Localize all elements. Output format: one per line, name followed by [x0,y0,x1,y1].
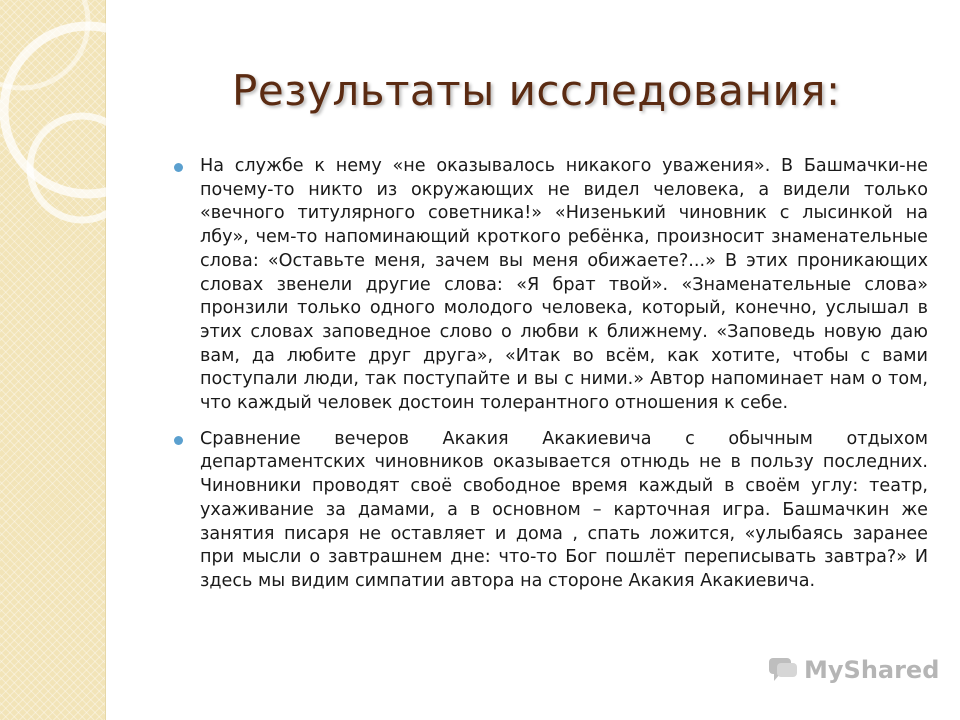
bullet-item [172,155,928,416]
bullet-item [172,428,928,594]
deco-circle-small [30,116,134,220]
watermark [768,656,939,684]
chat-bubble-icon [768,657,798,683]
decorative-circles [0,0,200,260]
bullet-text: Сравнение вечеров Акакия Акакиевича с обычным отдыхом департаментских чиновников оказывается отнюдь не в пользу последних. Чиновники проводят своё свободное время каждый в своём углу: театр, ухаживание за дамами, а в основном – карточная игра. Башмачкин же занятия писаря не оставляет и дома , спать ложится, «улыбаясь заранее при мысли о завтрашнем дне: что-то Бог пошлёт переписывать завтра?» И здесь мы видим симпатии автора на стороне Акакия Акакиевича. [200,428,928,591]
bullet-dot-icon [174,436,183,445]
watermark-text: MyShared [804,656,940,684]
bullet-list [172,155,928,606]
slide-title: Результаты исследования: [232,66,841,115]
bullet-dot-icon [174,163,183,172]
bullet-text: На службе к нему «не оказывалось никакого уважения». В Башмачки-не почему-то никто из окружающих не видел человека, а видели только «вечного титулярного советника!» «Низенький чиновник с лысинкой на лбу», чем-то напоминающий кроткого ребёнка, произносит знаменательные слова: «Оставьте меня, зачем вы меня обижаете?...» В этих проникающих словах звенели другие слова: «Я брат твой». «Знаменательные слова» пронзили только одного молодого человека, который, конечно, услышал в этих словах заповедное слово о любви к ближнему. «Заповедь новую даю вам, да любите друг друга», «Итак во всём, как хотите, чтобы с вами поступали люди, так поступайте и вы с ними.» Автор напоминает нам о том, что каждый человек достоин толерантного отношения к себе. [200,156,928,414]
